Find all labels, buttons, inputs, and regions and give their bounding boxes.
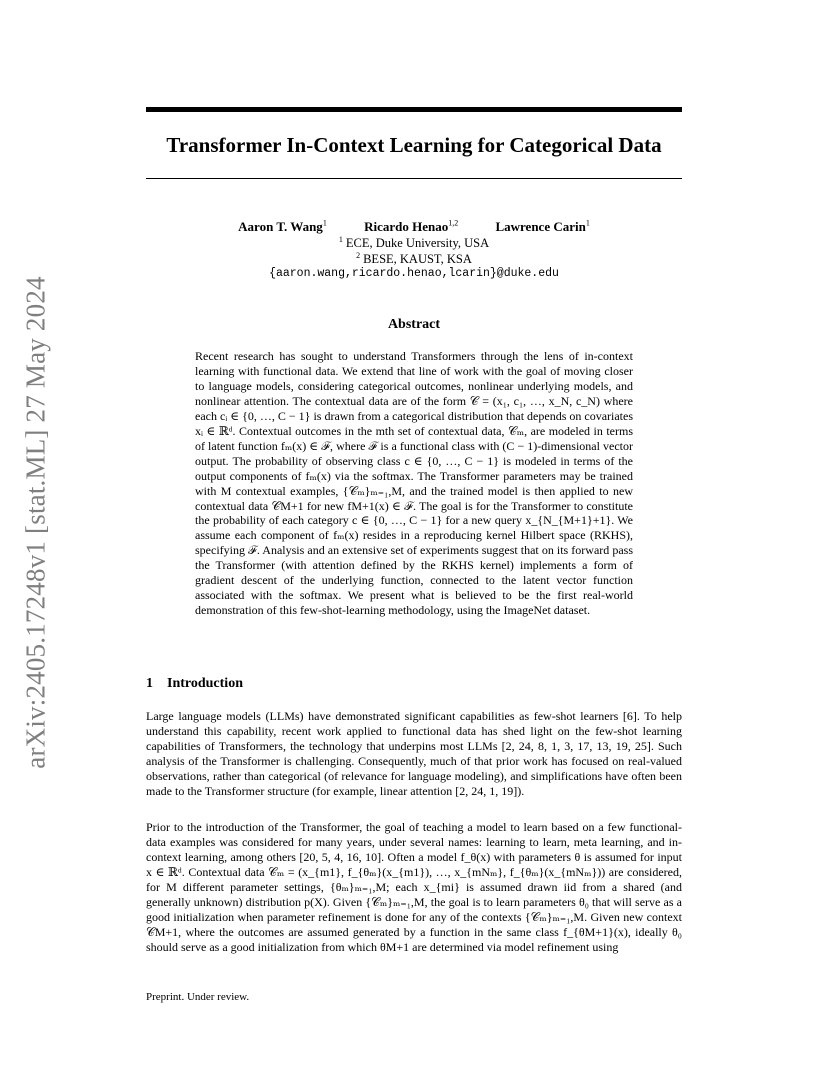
body-paragraph [146,709,682,799]
affiliation-text: BESE, KAUST, KSA [363,252,472,267]
author-emails [146,264,682,282]
section-heading [146,675,682,693]
section-number: 1 [146,676,153,691]
paper-title: Transformer In-Context Learning for Categorical Data [166,133,662,157]
section-title: Introduction [167,676,243,691]
affiliation-mark: 1 [338,235,343,244]
author-name: Ricardo Henao [364,219,449,235]
abstract-heading: Abstract [387,317,441,332]
page-footer: Preprint. Under review. [146,991,250,1003]
author-affiliation-mark: 1 [322,219,327,228]
author-affiliation-mark: 1 [585,219,590,228]
abstract-text: Recent research has sought to understand Transformers through the lens of in-context learning with functional data. We extend that line of work with the goal of moving closer to language models, considering categorical outcomes, nonlinear underlying models, and nonlinear attention. The contextual data are of the form 𝒞 = (x₁, c₁, …, x_N, c_N) where each cᵢ ∈ {0, …, C − 1} is drawn from a categorical distribution that depends on covariates xᵢ ∈ ℝᵈ. Contextual outcomes in the mth set of contextual data, 𝒞ₘ, are modeled in terms of latent function fₘ(x) ∈ ℱ, where ℱ is a functional class with (C − 1)-dimensional vector output. The probability of observing class c ∈ {0, …, C − 1} is modeled in terms of the output components of fₘ(x) via the softmax. The Transformer parameters may be trained with M contextual examples, {𝒞ₘ}ₘ₌₁,M, and the trained model is then applied to new contextual data 𝒞M+1 for new fM+1(x) ∈ ℱ. The goal is for the Transformer to constitute the probability of each category c ∈ {0, …, C − 1} for a new query x_{N_{M+1}+1}. We assume each component of fₘ(x) resides in a reproducing kernel Hilbert space (RKHS), specifying ℱ. Analysis and an extensive set of experiments suggest that on its forward pass the Transformer (with attention defined by the RKHS kernel) implements a form of gradient descent of the underlying function, connected to the latent vector function associated with the softmax. We present what is believed to be the first real-world demonstration of this few-shot-learning methodology, using the ImageNet dataset. [195,349,634,618]
author-name: Aaron T. Wang [238,219,323,235]
author-affiliation-mark: 1,2 [448,219,459,228]
abstract [195,349,633,618]
affiliation-text: ECE, Duke University, USA [345,236,490,251]
paragraph-text: Prior to the introduction of the Transformer, the goal of teaching a model to learn based on a few functional-data examples was considered for many years, under several names: learning to learn, meta learning, and in-context learning, among others [20, 5, 4, 16, 10]. Often a model f_θ(x) with parameters θ is assumed for input x ∈ ℝᵈ. Contextual data 𝒞ₘ = (x_{m1}, f_{θₘ}(x_{m1}), …, x_{mNₘ}, f_{θₘ}(x_{mNₘ})) are considered, for M different parameter settings, {θₘ}ₘ₌₁,M; each x_{mi} is assumed drawn iid from a shared (and generally unknown) distribution p(X). Given {𝒞ₘ}ₘ₌₁,M, the goal is to learn parameters θ₀ that will serve as a good initialization when parameter refinement is done for any of the contexts {𝒞ₘ}ₘ₌₁,M. Given new context 𝒞M+1, where the outcomes are assumed generated by a function in the same class f_{θM+1}(x), ideally θ₀ should serve as a good initialization from which θM+1 are determined via model refinement using [146,820,683,954]
arxiv-identifier-text: arXiv:2405.17248v1 [stat.ML] 27 May 2024 [20,275,51,769]
title-rule-top [146,107,682,112]
arxiv-identifier-stamp [10,272,62,772]
affiliation-mark: 2 [356,251,361,260]
paragraph-text: Large language models (LLMs) have demonstrated significant capabilities as few-shot learners [6]. To help understand this capability, recent work applied to functional data has shed light on the few-shot learning capabilities of Transformers, the technology that underpins most LLMs [2, 24, 8, 1, 3, 17, 13, 19, 25]. Such analysis of the Transformer is challenging. Consequently, much of that prior work has focused on real-valued observations, rather than categorical (of relevance for language modeling), and simplifications have often been made to the Transformer structure (for example, linear attention [2, 24, 1, 19]). [146,709,682,798]
body-paragraph [146,820,682,955]
title-rule-bottom [146,178,682,179]
author-name: Lawrence Carin [495,219,586,235]
email-list: {aaron.wang,ricardo.henao,lcarin}@duke.edu [269,267,559,280]
